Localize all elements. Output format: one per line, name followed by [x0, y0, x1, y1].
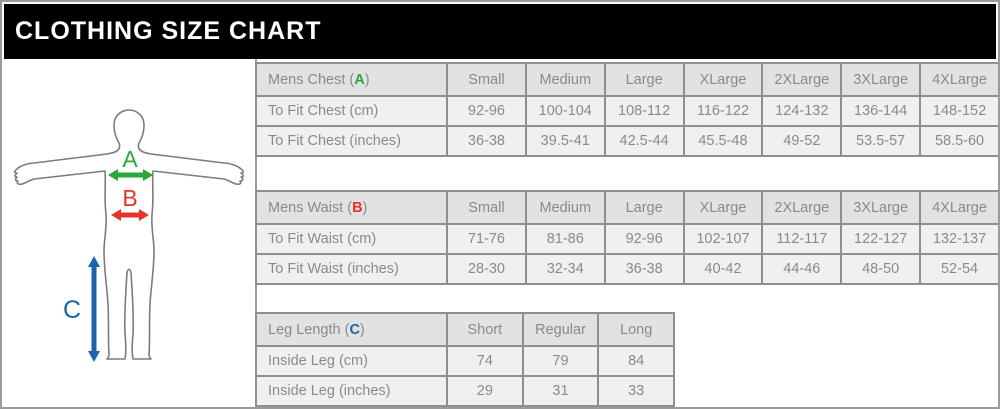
col-header: Short	[447, 313, 523, 346]
title-bar	[4, 4, 996, 59]
table-header-row	[256, 63, 999, 96]
size-value: 84	[598, 346, 674, 376]
size-value: 81-86	[526, 224, 605, 254]
size-value: 92-96	[447, 96, 526, 126]
size-value: 100-104	[526, 96, 605, 126]
size-value: 132-137	[920, 224, 999, 254]
col-header: Large	[605, 63, 684, 96]
col-header: XLarge	[684, 63, 763, 96]
size-value: 48-50	[841, 254, 920, 284]
col-header: 4XLarge	[920, 191, 999, 224]
size-value: 28-30	[447, 254, 526, 284]
size-value: 32-34	[526, 254, 605, 284]
col-header: 4XLarge	[920, 63, 999, 96]
table-title-text: Mens Waist (	[268, 199, 353, 216]
leg-marker-letter: C	[62, 296, 82, 324]
mens-waist-table	[255, 190, 1000, 285]
leg-arrow-C	[63, 256, 100, 362]
page-title: CLOTHING SIZE CHART	[15, 17, 322, 45]
table-title-cell	[256, 191, 447, 224]
size-value: 112-117	[762, 224, 841, 254]
waist-marker-letter: B	[122, 185, 138, 211]
size-value: 136-144	[841, 96, 920, 126]
table-title-close: )	[362, 199, 368, 216]
size-value: 44-46	[762, 254, 841, 284]
table-title-cell	[256, 313, 447, 346]
size-value: 36-38	[447, 126, 526, 156]
row-label: To Fit Chest (cm)	[256, 96, 447, 126]
table-row	[256, 346, 674, 376]
size-value: 40-42	[684, 254, 763, 284]
leg-marker-ref: C	[349, 321, 360, 338]
size-value: 31	[523, 376, 599, 406]
size-value: 92-96	[605, 224, 684, 254]
table-row	[256, 126, 999, 156]
col-header: Small	[447, 63, 526, 96]
row-label: To Fit Waist (cm)	[256, 224, 447, 254]
waist-marker-ref: B	[352, 199, 363, 216]
col-header: 3XLarge	[841, 191, 920, 224]
size-value: 29	[447, 376, 523, 406]
table-title-cell	[256, 63, 447, 96]
size-value: 79	[523, 346, 599, 376]
col-header: XLarge	[684, 191, 763, 224]
body-outline-figure	[4, 59, 255, 409]
row-label: To Fit Waist (inches)	[256, 254, 447, 284]
size-value: 124-132	[762, 96, 841, 126]
row-label: To Fit Chest (inches)	[256, 126, 447, 156]
col-header: Small	[447, 191, 526, 224]
chest-marker-letter: A	[122, 146, 138, 172]
size-value: 42.5-44	[605, 126, 684, 156]
size-value: 58.5-60	[920, 126, 999, 156]
col-header: 2XLarge	[762, 63, 841, 96]
size-value: 116-122	[684, 96, 763, 126]
size-value: 49-52	[762, 126, 841, 156]
col-header: Medium	[526, 63, 605, 96]
size-value: 102-107	[684, 224, 763, 254]
table-header-row	[256, 313, 674, 346]
size-value: 74	[447, 346, 523, 376]
table-row	[256, 254, 999, 284]
chest-marker-ref: A	[354, 71, 365, 88]
mens-chest-table	[255, 62, 1000, 157]
size-value: 53.5-57	[841, 126, 920, 156]
col-header: Long	[598, 313, 674, 346]
table-row	[256, 376, 674, 406]
size-value: 122-127	[841, 224, 920, 254]
row-label: Inside Leg (cm)	[256, 346, 447, 376]
waist-arrow-B	[111, 185, 149, 221]
col-header: Medium	[526, 191, 605, 224]
leg-length-table	[255, 312, 675, 407]
table-title-text: Mens Chest (	[268, 71, 355, 88]
col-header: 3XLarge	[841, 63, 920, 96]
row-label: Inside Leg (inches)	[256, 376, 447, 406]
col-header: Regular	[523, 313, 599, 346]
size-value: 39.5-41	[526, 126, 605, 156]
table-row	[256, 96, 999, 126]
table-row	[256, 224, 999, 254]
size-value: 33	[598, 376, 674, 406]
size-value: 36-38	[605, 254, 684, 284]
table-title-text: Leg Length (	[268, 321, 350, 338]
size-value: 71-76	[447, 224, 526, 254]
size-value: 108-112	[605, 96, 684, 126]
size-value: 45.5-48	[684, 126, 763, 156]
col-header: Large	[605, 191, 684, 224]
table-header-row	[256, 191, 999, 224]
table-title-close: )	[359, 321, 365, 338]
size-value: 52-54	[920, 254, 999, 284]
body-figure-panel	[4, 59, 257, 405]
table-title-close: )	[364, 71, 370, 88]
col-header: 2XLarge	[762, 191, 841, 224]
size-value: 148-152	[920, 96, 999, 126]
